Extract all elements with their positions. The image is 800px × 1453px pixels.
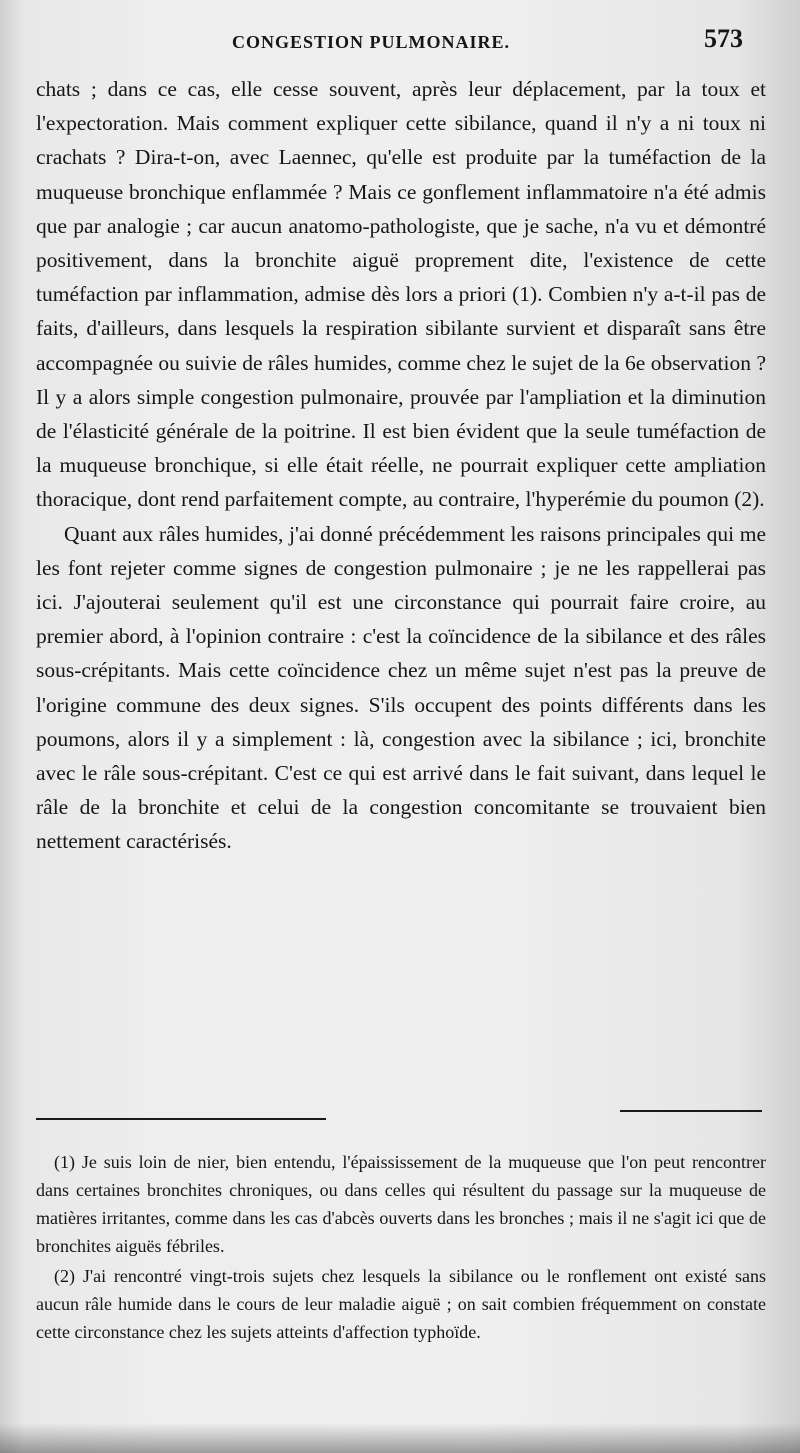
footnote-separator-left (36, 1118, 326, 1120)
page-header (0, 20, 800, 60)
paragraph-continued: chats ; dans ce cas, elle cesse souvent, après leur déplacement, par la toux et l'expectoration. Mais comment expliquer cette sibilance, quand il n'y a ni toux ni crachats ? Dira-t-on, avec Laennec, qu'elle est produite par la tuméfaction de la muqueuse bronchique enflammée ? Mais ce gonflement inflammatoire n'a été admis que par analogie ; car aucun anatomo-pathologiste, que je sache, n'a vu et démontré positivement, dans la bronchite aiguë proprement dite, l'existence de cette tuméfaction par inflammation, admise dès lors a priori (1). Combien n'y a-t-il pas de faits, d'ailleurs, dans lesquels la respiration sibilante survient et disparaît sans être accompagnée ou suivie de râles humides, comme chez le sujet de la 6e observation ? Il y a alors simple congestion pulmonaire, prouvée par l'ampliation et la diminution de l'élasticité générale de la poitrine. Il est bien évident que la seule tuméfaction de la muqueuse bronchique, si elle était réelle, ne pourrait expliquer cette ampliation thoracique, dont rend parfaitement compte, au contraire, l'hyperémie du poumon (2). (36, 77, 766, 512)
page-edge-shadow (0, 1423, 800, 1453)
footnote-1: (1) Je suis loin de nier, bien entendu, l'épaississement de la muqueuse que l'on peut rencontrer dans certaines bronchites chroniques, ou dans celles qui résultent du passage sur la muqueuse de matières irritantes, comme dans les cas d'abcès ouverts dans les bronches ; mais il ne s'agit ici que de bronchites aiguës fébriles. (36, 1152, 766, 1256)
running-head: CONGESTION PULMONAIRE. (232, 32, 511, 52)
page-number: 573 (704, 24, 743, 53)
footnote-separator-right (620, 1110, 762, 1112)
footnotes (36, 1148, 766, 1346)
paragraph: Quant aux râles humides, j'ai donné précédemment les raisons principales qui me les font rejeter comme signes de congestion pulmonaire ; je ne les rappellerai pas ici. J'ajouterai seulement qu'il est une circonstance qui pourrait faire croire, au premier abord, à l'opinion contraire : c'est la coïncidence de la sibilance et des râles sous-crépitants. Mais cette coïncidence chez un même sujet n'est pas la preuve de l'origine commune des deux signes. S'ils occupent des points différents dans les poumons, alors il y a simplement : là, congestion avec la sibilance ; ici, bronchite avec le râle sous-crépitant. C'est ce qui est arrivé dans le fait suivant, dans lequel le râle de la bronchite et celui de la congestion concomitante se trouvaient bien nettement caractérisés. (36, 521, 766, 854)
main-text (36, 72, 766, 859)
footnote-2: (2) J'ai rencontré vingt-trois sujets chez lesquels la sibilance ou le ronflement ont existé sans aucun râle humide dans le cours de leur maladie aiguë ; on sait combien fréquemment on constate cette circonstance chez les sujets atteints d'affection typhoïde. (36, 1266, 766, 1342)
